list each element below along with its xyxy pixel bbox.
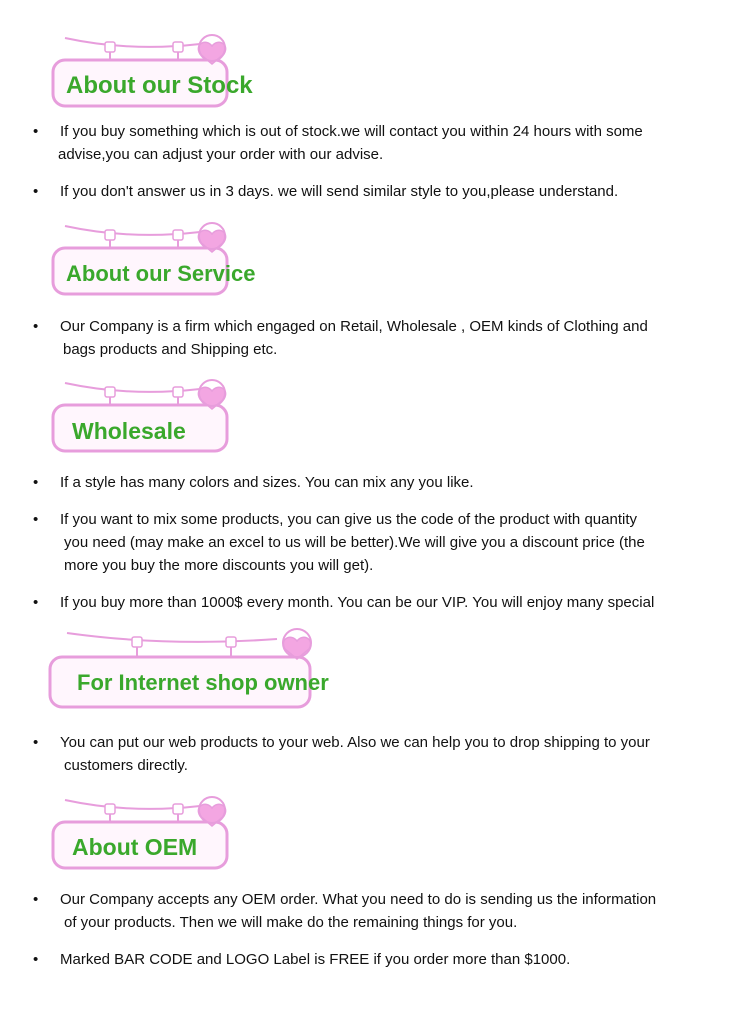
bullet-text-line: Our Company is a firm which engaged on Retail, Wholesale , OEM kinds of Clothing and (60, 318, 648, 335)
bullet-text-line: more you buy the more discounts you will get). (64, 557, 374, 574)
section-heading: About OEM (72, 834, 198, 860)
heading-sign-stock (50, 30, 253, 110)
hanging-sign-graphic (50, 218, 240, 298)
heading-sign-service (50, 218, 256, 298)
bullet-text-line: If you buy something which is out of stock.we will contact you within 24 hours with some (60, 123, 643, 140)
bullet-text-line: You can put our web products to your web. Also we can help you to drop shipping to your (60, 734, 650, 751)
bullet-text-line: If you don't answer us in 3 days. we will send similar style to you,please understand. (60, 183, 619, 200)
heading-sign-wholesale (50, 375, 240, 455)
bullet-item (33, 888, 750, 934)
bullet-item (33, 471, 750, 494)
heading-sign-internet-shop (47, 625, 327, 713)
bullet-dot: • (33, 474, 39, 491)
section-heading: About our Stock (66, 72, 253, 99)
bullet-item (33, 180, 750, 203)
bullet-item (33, 591, 750, 614)
bullet-text-line: you need (may make an excel to us will be better).We will give you a discount price (the (64, 534, 645, 551)
bullet-item (33, 315, 750, 361)
bullet-text-line: If a style has many colors and sizes. You can mix any you like. (60, 474, 474, 491)
section-heading: About our Service (66, 261, 256, 286)
bullet-item (33, 508, 750, 577)
bullet-text-line: Our Company accepts any OEM order. What you need to do is sending us the information (60, 891, 657, 908)
section-heading: Wholesale (72, 418, 186, 444)
section-heading: For Internet shop owner (77, 670, 329, 695)
bullet-text-line: If you want to mix some products, you can give us the code of the product with quantity (60, 511, 637, 528)
bullet-dot: • (33, 318, 39, 335)
bullet-dot: • (33, 734, 39, 751)
heading-sign-oem (50, 792, 240, 872)
bullet-item (33, 120, 750, 166)
bullet-text-line: of your products. Then we will make do the remaining things for you. (64, 914, 518, 931)
bullet-dot: • (33, 594, 39, 611)
hanging-sign-graphic (47, 625, 327, 713)
bullet-dot: • (33, 511, 39, 528)
bullet-text-line: Marked BAR CODE and LOGO Label is FREE if you order more than $1000. (60, 951, 571, 968)
bullet-dot: • (33, 123, 39, 140)
bullet-text-line: If you buy more than 1000$ every month. You can be our VIP. You will enjoy many special (60, 594, 655, 611)
bullet-item (33, 731, 750, 777)
bullet-text-line: customers directly. (64, 757, 188, 774)
bullet-dot: • (33, 183, 39, 200)
bullet-dot: • (33, 951, 39, 968)
bullet-item (33, 948, 750, 971)
bullet-text-line: advise,you can adjust your order with our advise. (58, 146, 384, 163)
bullet-dot: • (33, 891, 39, 908)
bullet-text-line: bags products and Shipping etc. (63, 341, 278, 358)
hanging-sign-graphic (50, 792, 240, 872)
